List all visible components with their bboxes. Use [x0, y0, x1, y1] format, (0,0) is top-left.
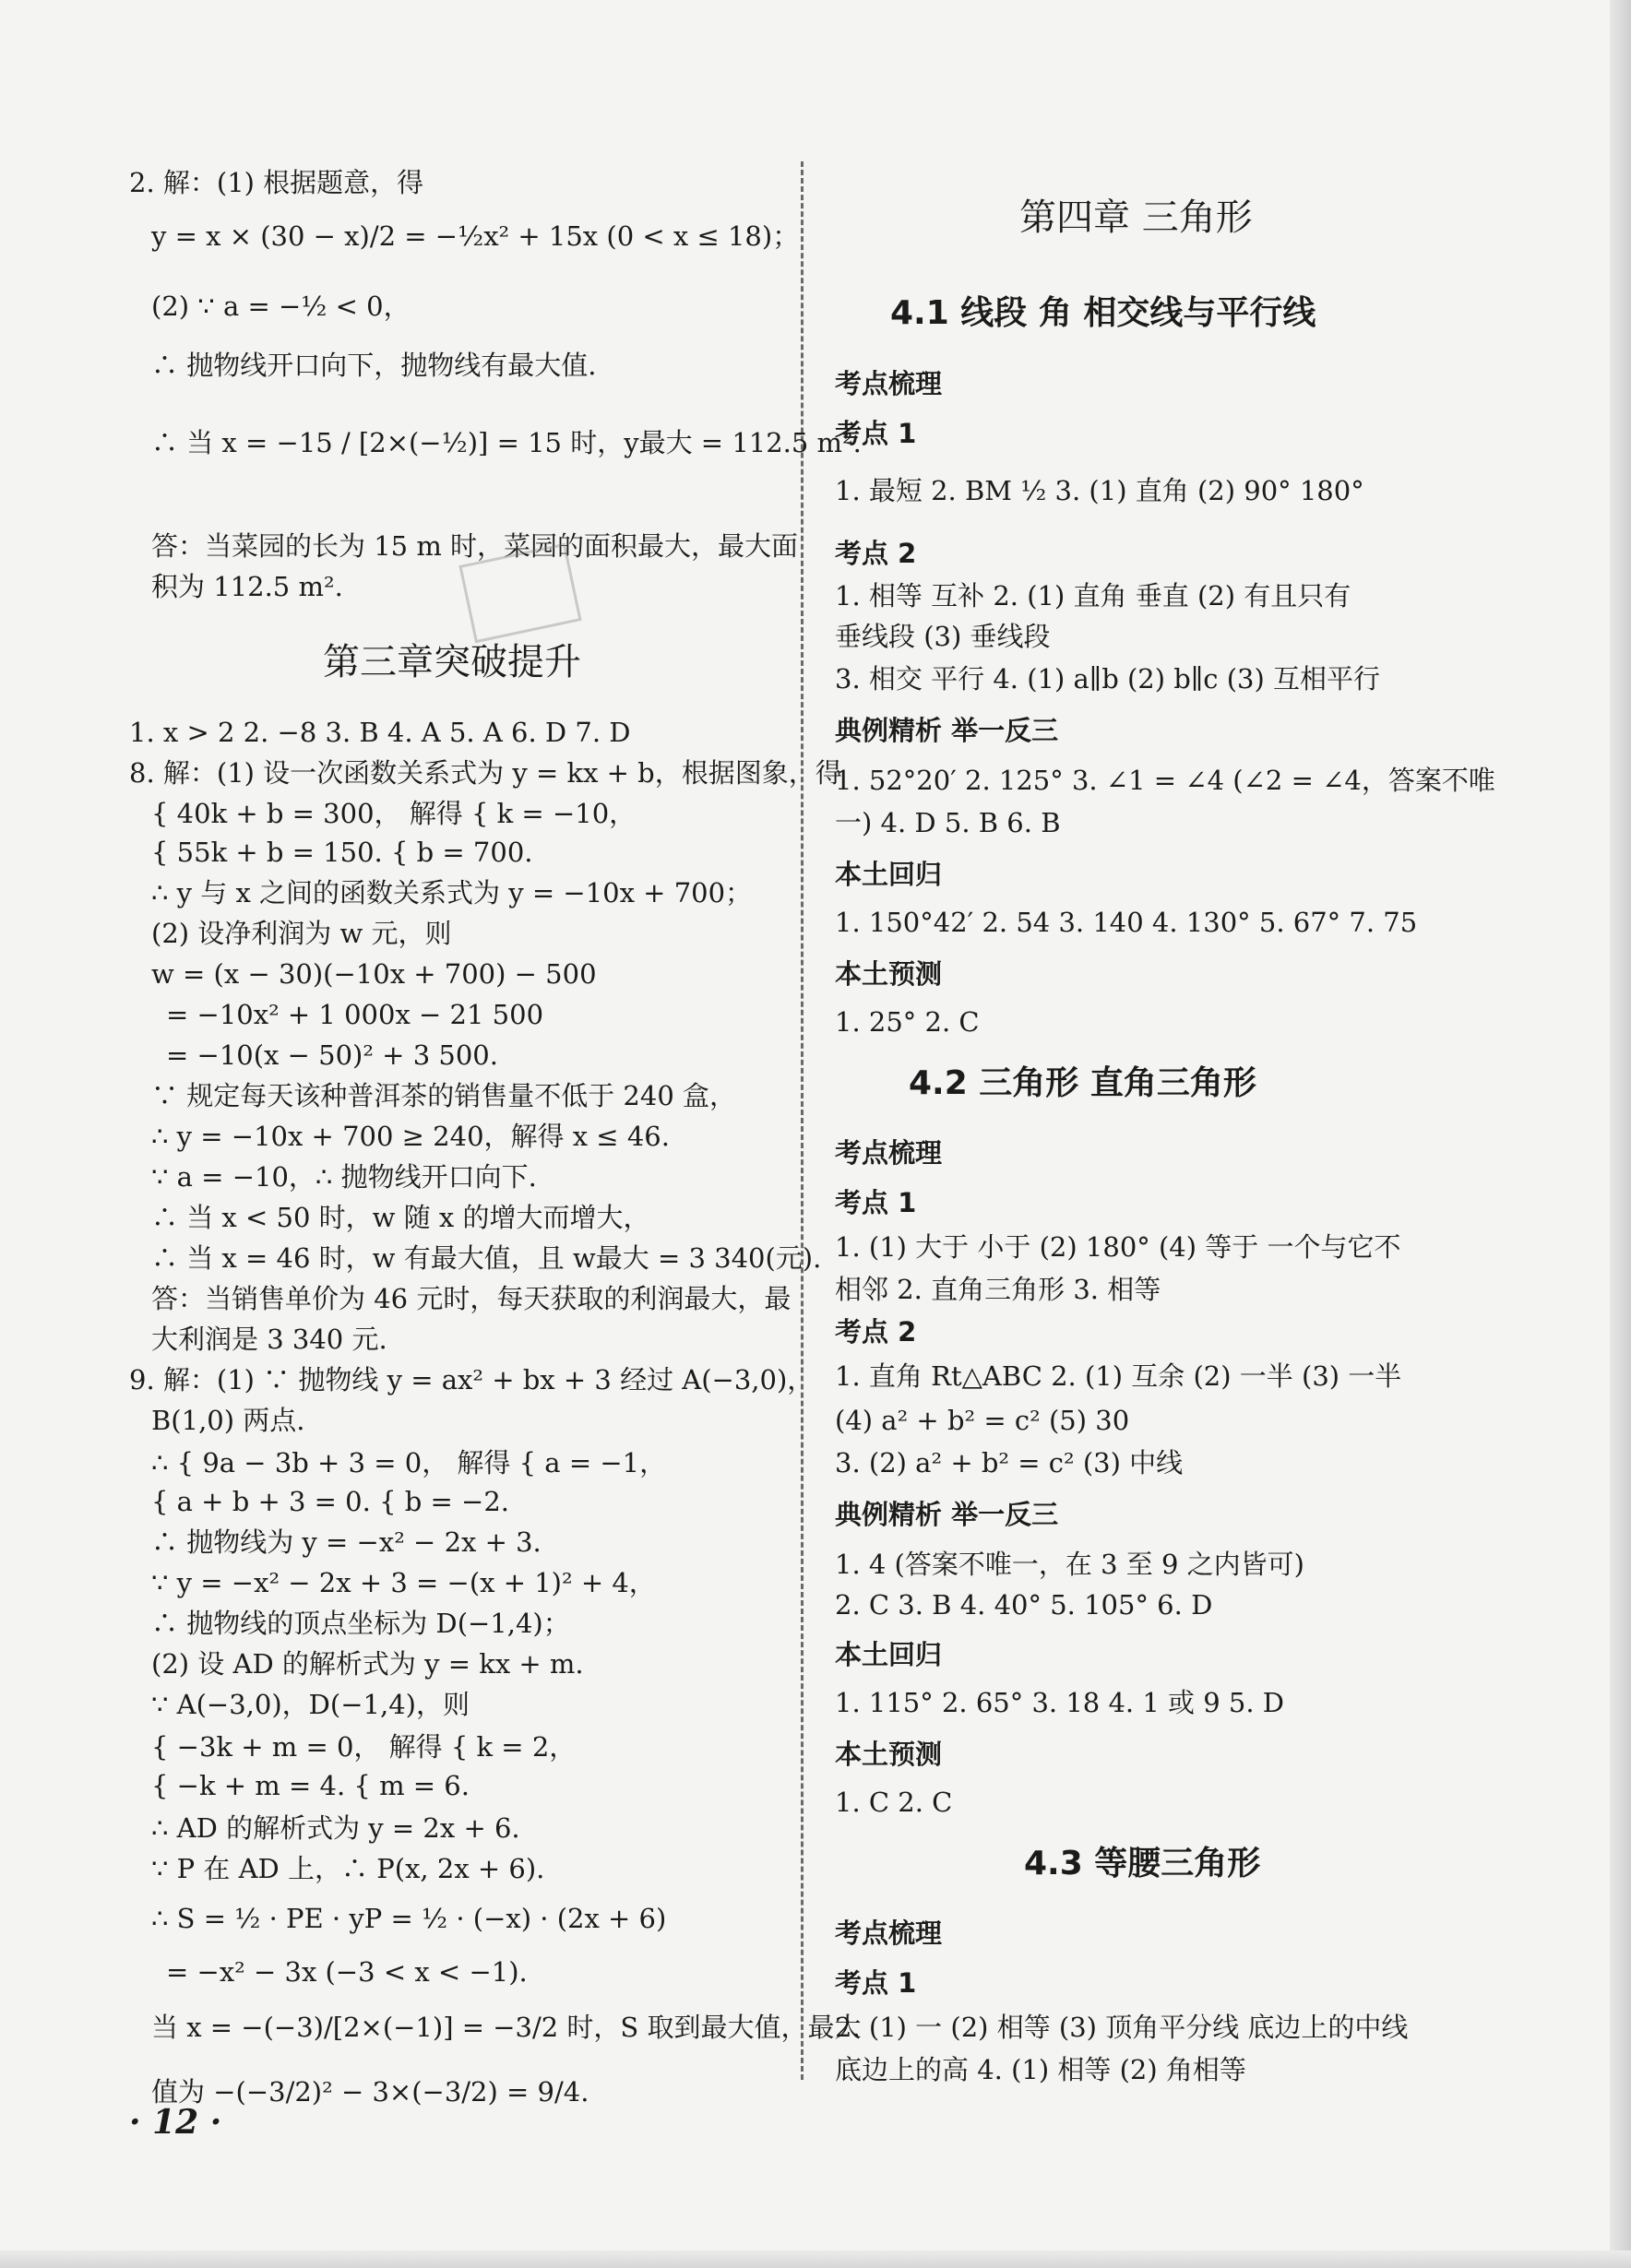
answer-line: { −3k + m = 0， 解得 { k = 2， [151, 1731, 577, 1763]
answer-line: ∴ 当 x = 46 时，w 有最大值，且 w最大 = 3 340(元). [151, 1242, 822, 1274]
page-edge-shadow [1610, 0, 1631, 2268]
answer-line: ∵ y = −x² − 2x + 3 = −(x + 1)² + 4， [151, 1567, 656, 1598]
answer-line: 1. 4 (答案不唯一，在 3 至 9 之内皆可) [835, 1549, 1304, 1580]
answer-line: (4) a² + b² = c² (5) 30 [835, 1405, 1130, 1436]
answer-line: 1. 115° 2. 65° 3. 18 4. 1 或 9 5. D [835, 1687, 1285, 1718]
answer-line: 一) 4. D 5. B 6. B [835, 807, 1061, 838]
answer-line: ∴ 当 x = −15 / [2×(−½)] = 15 时，y最大 = 112.5 m². [151, 427, 862, 458]
section-4-3-title: 4.3 等腰三角形 [1024, 1845, 1261, 1882]
section-heading: 典例精析 举一反三 [835, 715, 1059, 746]
answer-line: ∴ 当 x < 50 时，w 随 x 的增大而增大， [151, 1202, 650, 1233]
section-4-2-title: 4.2 三角形 直角三角形 [909, 1064, 1256, 1102]
answer-line: 2. C 3. B 4. 40° 5. 105° 6. D [835, 1589, 1213, 1621]
chapter3-title: 第三章突破提升 [323, 641, 581, 683]
answer-line: 8. 解：(1) 设一次函数关系式为 y = kx + b，根据图象，得 [129, 757, 842, 789]
answer-line: 1. 最短 2. BM ½ 3. (1) 直角 (2) 90° 180° [835, 475, 1364, 506]
answer-line: 垂线段 (3) 垂线段 [835, 621, 1051, 652]
answer-line: 3. 相交 平行 4. (1) a∥b (2) b∥c (3) 互相平行 [835, 663, 1380, 695]
answer-line: y = x × (30 − x)/2 = −½x² + 15x (0 < x ≤ 18)； [151, 220, 800, 252]
section-heading: 本土预测 [835, 1739, 943, 1770]
answer-line: 相邻 2. 直角三角形 3. 相等 [835, 1274, 1161, 1305]
answer-line: = −x² − 3x (−3 < x < −1). [166, 1956, 528, 1988]
answer-line: 2. 解：(1) 根据题意，得 [129, 167, 424, 198]
answer-line: ∴ 抛物线开口向下，抛物线有最大值. [151, 350, 597, 381]
answer-line: 当 x = −(−3)/[2×(−1)] = −3/2 时，S 取到最大值，最大 [151, 2012, 862, 2043]
answer-line: 1. 相等 互补 2. (1) 直角 垂直 (2) 有且只有 [835, 580, 1351, 612]
answer-line: ∵ a = −10，∴ 抛物线开口向下. [151, 1161, 537, 1193]
answer-line: 9. 解：(1) ∵ 抛物线 y = ax² + bx + 3 经过 A(−3,0)， [129, 1364, 815, 1395]
section-heading: 考点梳理 [835, 1918, 943, 1949]
answer-line: = −10(x − 50)² + 3 500. [166, 1039, 498, 1071]
section-heading: 本土回归 [835, 1639, 943, 1670]
answer-line: ∴ AD 的解析式为 y = 2x + 6. [151, 1812, 520, 1844]
answer-line: ∴ y 与 x 之间的函数关系式为 y = −10x + 700； [151, 877, 753, 908]
answer-line: (2) ∵ a = −½ < 0， [151, 291, 411, 322]
section-heading: 本土预测 [835, 958, 943, 990]
answer-line: 1. 25° 2. C [835, 1006, 980, 1038]
answer-line: ∵ A(−3,0)，D(−1,4)，则 [151, 1689, 470, 1720]
answer-line: ∵ 规定每天该种普洱茶的销售量不低于 240 盒， [151, 1080, 737, 1111]
section-heading: 本土回归 [835, 859, 943, 890]
answer-line: = −10x² + 1 000x − 21 500 [166, 999, 544, 1030]
answer-line: 大利润是 3 340 元. [151, 1324, 387, 1355]
answer-line: ∴ 抛物线的顶点坐标为 D(−1,4)； [151, 1608, 570, 1639]
answer-line: 1. (1) 大于 小于 (2) 180° (4) 等于 一个与它不 [835, 1231, 1401, 1263]
answer-line: 1. 52°20′ 2. 125° 3. ∠1 = ∠4 (∠2 = ∠4，答案不唯 [835, 765, 1495, 796]
section-heading: 典例精析 举一反三 [835, 1499, 1059, 1530]
subsection-label: 考点 2 [835, 538, 917, 569]
page-number: · 12 · [129, 2103, 222, 2142]
section-heading: 考点梳理 [835, 368, 943, 399]
answer-line: 1. 直角 Rt△ABC 2. (1) 互余 (2) 一半 (3) 一半 [835, 1360, 1402, 1392]
answer-line: ∴ S = ½ · PE · yP = ½ · (−x) · (2x + 6) [151, 1903, 667, 1934]
answer-line: (2) 设 AD 的解析式为 y = kx + m. [151, 1648, 584, 1680]
answer-line: B(1,0) 两点. [151, 1405, 305, 1436]
answer-line: ∴ y = −10x + 700 ≥ 240，解得 x ≤ 46. [151, 1121, 670, 1152]
section-heading: 考点梳理 [835, 1137, 943, 1169]
answer-line: { −k + m = 4. { m = 6. [151, 1770, 470, 1801]
answer-line: 2. (1) 一 (2) 相等 (3) 顶角平分线 底边上的中线 [835, 2012, 1409, 2043]
answer-line: 底边上的高 4. (1) 相等 (2) 角相等 [835, 2054, 1246, 2085]
answer-line: { 55k + b = 150. { b = 700. [151, 837, 533, 868]
chapter4-title: 第四章 三角形 [1019, 196, 1253, 239]
answer-line: ∵ P 在 AD 上，∴ P(x, 2x + 6). [151, 1853, 545, 1884]
page-bottom-shadow [0, 2250, 1631, 2268]
answer-line: 积为 112.5 m². [151, 571, 343, 602]
answer-line: 1. C 2. C [835, 1787, 953, 1818]
answer-line: w = (x − 30)(−10x + 700) − 500 [151, 958, 597, 990]
answer-line: ∴ { 9a − 3b + 3 = 0， 解得 { a = −1， [151, 1447, 667, 1478]
answer-line: 答：当销售单价为 46 元时，每天获取的利润最大，最 [151, 1283, 792, 1314]
answer-line: 答：当菜园的长为 15 m 时，菜园的面积最大，最大面 [151, 530, 799, 562]
answer-line: ∴ 抛物线为 y = −x² − 2x + 3. [151, 1526, 542, 1558]
answer-line: 3. (2) a² + b² = c² (3) 中线 [835, 1447, 1184, 1478]
answer-line: (2) 设净利润为 w 元，则 [151, 918, 452, 949]
answer-line: 1. x > 2 2. −8 3. B 4. A 5. A 6. D 7. D [129, 717, 631, 748]
subsection-label: 考点 2 [835, 1316, 917, 1348]
answer-line: 1. 150°42′ 2. 54 3. 140 4. 130° 5. 67° 7. 75 [835, 907, 1418, 938]
answer-line: { a + b + 3 = 0. { b = −2. [151, 1486, 510, 1517]
answer-line: 值为 −(−3/2)² − 3×(−3/2) = 9/4. [151, 2076, 589, 2108]
answer-line: { 40k + b = 300， 解得 { k = −10， [151, 798, 637, 829]
subsection-label: 考点 1 [835, 1187, 917, 1218]
subsection-label: 考点 1 [835, 1967, 917, 1999]
subsection-label: 考点 1 [835, 418, 917, 449]
section-4-1-title: 4.1 线段 角 相交线与平行线 [890, 294, 1316, 332]
